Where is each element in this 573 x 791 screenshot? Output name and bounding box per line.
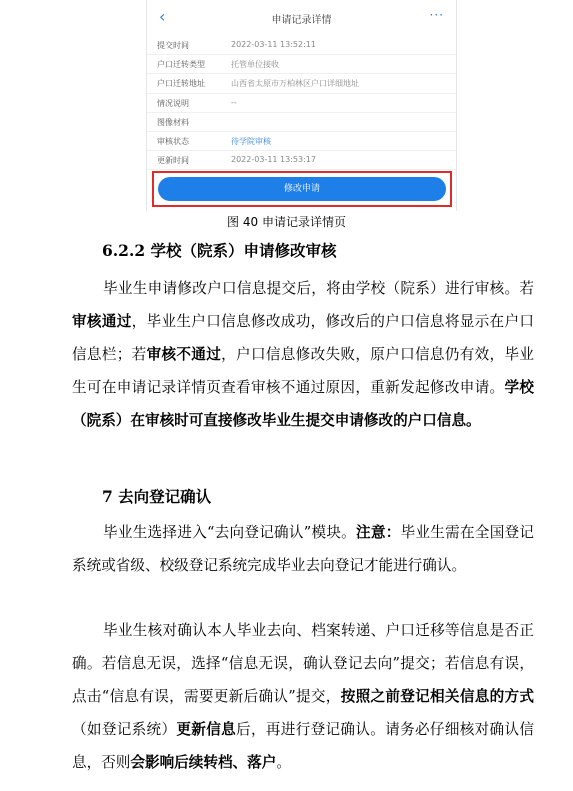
detail-row-submit-time	[147, 36, 456, 55]
paragraph-review	[72, 272, 534, 437]
text-run: 毕业生核对确认本人毕业去向、档案转递、户口迁移等信息是否正确。若信息无误，选择“信息无误，确认登记去向”提交；若信息有误，点击“信息有误，需要更新后确认”提交，	[72, 622, 534, 705]
text-run: ，户口信息修改失败，原户口信息仍有效，毕业生可在申请记录详情页查看审核不通过原因，重新发起修改申请。	[72, 346, 534, 396]
detail-label: 户口迁转类型	[157, 60, 205, 70]
detail-row-review-status	[147, 132, 456, 151]
section-heading-7: 7 去向登记确认	[102, 487, 212, 506]
detail-value: 2022-03-11 13:53:17	[231, 155, 316, 165]
detail-value: 2022-03-11 13:52:11	[231, 40, 316, 49]
detail-label: 提交时间	[157, 41, 189, 50]
bold-run: 注意：	[356, 524, 401, 541]
review-status-value: 待学院审核	[231, 136, 271, 146]
detail-label: 图像材料	[157, 117, 189, 127]
text-run: 后，再进行登记确认。请务必仔细核对确认信息，否则	[72, 721, 534, 771]
detail-label: 审核状态	[157, 136, 189, 146]
phone-title: 申请记录详情	[271, 15, 332, 26]
detail-list	[147, 36, 456, 170]
bold-run: 审核通过	[72, 313, 132, 330]
bold-run: 审核不通过	[146, 346, 222, 363]
highlight-frame	[152, 171, 452, 207]
text-run: 毕业生需在全国登记系统或省级、校级登记系统完成毕业去向登记才能进行确认。	[72, 524, 534, 574]
paragraph-enter-module	[72, 516, 534, 582]
detail-value: 托管单位接收	[231, 60, 279, 70]
detail-row-description	[147, 94, 456, 113]
bold-run: 会影响后续转档、落户	[130, 754, 277, 771]
text-run: 毕业生选择进入“去向登记确认”模块。	[103, 524, 357, 541]
bold-run: 学校（院系）在审核时可直接修改毕业生提交申请修改的户口信息。	[72, 379, 534, 429]
section-heading-6-2-2: 6.2.2 学校（院系）申请修改审核	[102, 241, 337, 260]
bold-run: 更新信息	[176, 721, 237, 738]
bold-run: 按照之前登记相关信息的方式	[340, 688, 534, 705]
modify-application-button[interactable]: 修改申请	[158, 177, 446, 201]
more-options-icon[interactable]: ···	[429, 8, 444, 22]
detail-label: 户口迁转地址	[157, 79, 205, 89]
back-arrow-icon[interactable]: ‹	[159, 7, 166, 26]
detail-value: --	[231, 97, 237, 107]
paragraph-verify-info	[72, 614, 534, 779]
phone-header	[147, 0, 456, 36]
text-run: 毕业生申请修改户口信息提交后，将由学校（院系）进行审核。若	[103, 280, 534, 297]
phone-screenshot	[146, 0, 457, 211]
text-run: 。	[276, 754, 291, 771]
text-run: （如登记系统）	[72, 721, 177, 738]
detail-row-images	[147, 113, 456, 132]
detail-value: 山西省太原市万柏林区户口详细地址	[231, 79, 359, 89]
detail-row-update-time	[147, 151, 456, 170]
text-run: ，毕业生户口信息修改成功，修改后的户口信息将显示在户口信息栏；若	[72, 313, 534, 363]
detail-label: 更新时间	[157, 156, 189, 166]
figure-caption: 图 40 申请记录详情页	[227, 215, 346, 229]
detail-label: 情况说明	[157, 98, 189, 108]
detail-row-transfer-address	[147, 74, 456, 93]
detail-row-transfer-type	[147, 55, 456, 74]
